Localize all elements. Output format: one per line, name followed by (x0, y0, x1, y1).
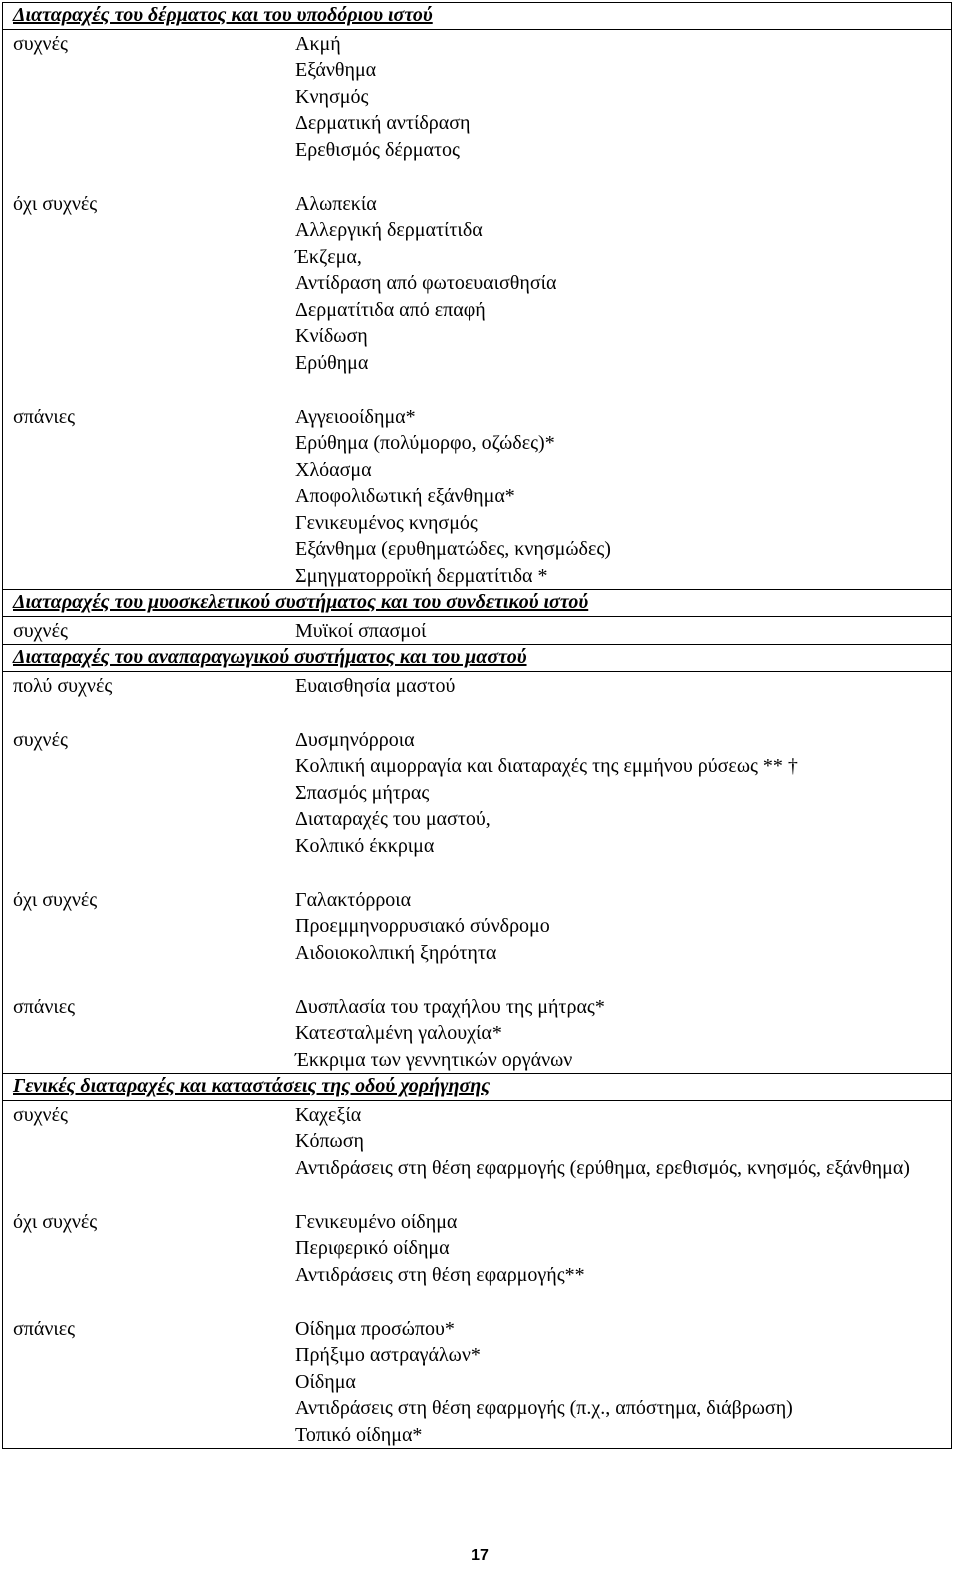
reaction-list (295, 1209, 951, 1289)
group-spacer (3, 1288, 951, 1315)
reaction-item: Αιδοιοκολπική ξηρότητα (295, 941, 497, 964)
reaction-list (295, 31, 951, 164)
reaction-item: Αλωπεκία (295, 192, 377, 215)
reaction-item: Ερύθημα (πολύμορφο, οζώδες)* (295, 432, 555, 454)
reaction-list (295, 1102, 951, 1182)
adverse-reactions-table (2, 2, 952, 1449)
frequency-group (3, 403, 951, 590)
frequency-label: όχι συχνές (13, 1210, 98, 1233)
group-spacer (3, 699, 951, 726)
section-title: Γενικές διαταραχές και καταστάσεις της οδού χορήγησης (3, 1074, 952, 1101)
reaction-list (295, 404, 951, 590)
frequency-label: συχνές (13, 619, 68, 642)
section-header-row (3, 645, 952, 672)
frequency-label: συχνές (13, 728, 68, 751)
reaction-list (295, 191, 951, 377)
section-content-row (3, 1100, 952, 1449)
reaction-item: Κνησμός (295, 85, 369, 108)
reaction-item: Κνίδωση (295, 325, 368, 347)
reaction-item: Γαλακτόρροια (295, 888, 412, 911)
reaction-item: Αγγειοοίδημα* (295, 405, 416, 428)
frequency-group (3, 993, 951, 1074)
reaction-item: Ακμή (295, 32, 341, 55)
reaction-item: Πρήξιμο αστραγάλων* (295, 1344, 481, 1366)
reaction-item: Αλλεργική δερματίτιδα (295, 219, 483, 241)
reaction-item: Αντίδραση από φωτοευαισθησία (295, 272, 557, 294)
reaction-list (295, 673, 951, 700)
reaction-item: Χλόασμα (295, 458, 372, 481)
reaction-item: Γενικευμένος κνησμός (295, 511, 478, 534)
reaction-item: Προεμμηνορρυσιακό σύνδρομο (295, 915, 550, 937)
frequency-label: σπάνιες (13, 1317, 76, 1340)
group-spacer (3, 1181, 951, 1208)
section-content-row (3, 29, 952, 590)
reaction-item: Καχεξία (295, 1103, 362, 1126)
reaction-item: Σπασμός μήτρας (295, 781, 430, 804)
section-header-row (3, 3, 952, 30)
section-header-row (3, 1074, 952, 1101)
frequency-group (3, 1101, 951, 1182)
section-content-row (3, 671, 952, 1074)
reaction-item: Αντιδράσεις στη θέση εφαρμογής (π.χ., απόστημα, διάβρωση) (295, 1397, 793, 1419)
reaction-item: Έκκριμα των γεννητικών οργάνων (295, 1048, 573, 1071)
reaction-item: Κολπικό έκκριμα (295, 834, 435, 857)
section-content (3, 29, 952, 590)
section-content-row (3, 616, 952, 645)
section-content (3, 1100, 952, 1449)
reaction-item: Τοπικό οίδημα* (295, 1423, 423, 1446)
reaction-item: Μυϊκοί σπασμοί (295, 619, 427, 642)
reaction-item: Ευαισθησία μαστού (295, 674, 456, 697)
reaction-item: Ερεθισμός δέρματος (295, 138, 460, 161)
frequency-group (3, 1208, 951, 1289)
reaction-item: Δερματική αντίδραση (295, 112, 471, 134)
group-spacer (3, 859, 951, 886)
reaction-list (295, 994, 951, 1074)
frequency-label: όχι συχνές (13, 888, 98, 911)
reaction-item: Εξάνθημα (295, 59, 377, 81)
frequency-group (3, 190, 951, 377)
reaction-item: Αποφολιδωτική εξάνθημα* (295, 485, 515, 507)
frequency-label: συχνές (13, 1103, 68, 1126)
frequency-label: όχι συχνές (13, 192, 98, 215)
section-content (3, 616, 952, 645)
group-spacer (3, 966, 951, 993)
section-title: Διαταραχές του δέρματος και του υποδόριου ιστού (3, 3, 952, 30)
reaction-item: Οίδημα προσώπου* (295, 1317, 455, 1340)
reaction-item: Κολπική αιμορραγία και διαταραχές της εμμήνου ρύσεως ** † (295, 755, 798, 777)
frequency-label: σπάνιες (13, 405, 76, 428)
reaction-item: Ερύθημα (295, 351, 369, 374)
reaction-item: Περιφερικό οίδημα (295, 1237, 450, 1259)
reaction-item: Σμηγματορροϊκή δερματίτιδα * (295, 564, 548, 587)
section-title: Διαταραχές του μυοσκελετικού συστήματος και του συνδετικού ιστού (3, 590, 952, 617)
reaction-item: Γενικευμένο οίδημα (295, 1210, 458, 1233)
frequency-group (3, 1315, 951, 1449)
reaction-item: Δυσμηνόρροια (295, 728, 415, 751)
reaction-list (295, 618, 951, 645)
reaction-item: Κόπωση (295, 1130, 364, 1152)
frequency-label: συχνές (13, 32, 68, 55)
reaction-item: Δυσπλασία του τραχήλου της μήτρας* (295, 995, 605, 1018)
group-spacer (3, 163, 951, 190)
page-number: 17 (471, 1547, 489, 1564)
reaction-item: Οίδημα (295, 1370, 356, 1393)
reaction-list (295, 1316, 951, 1449)
frequency-group (3, 617, 951, 645)
frequency-label: σπάνιες (13, 995, 76, 1018)
reaction-item: Κατεσταλμένη γαλουχία* (295, 1022, 502, 1044)
section-title: Διαταραχές του αναπαραγωγικού συστήματος και του μαστού (3, 645, 952, 672)
section-header-row (3, 590, 952, 617)
frequency-group (3, 886, 951, 967)
section-content (3, 671, 952, 1074)
reaction-item: Αντιδράσεις στη θέση εφαρμογής** (295, 1263, 585, 1286)
reaction-item: Δερματίτιδα από επαφή (295, 298, 486, 321)
frequency-group (3, 30, 951, 164)
reaction-item: Εξάνθημα (ερυθηματώδες, κνησμώδες) (295, 538, 611, 560)
reaction-list (295, 727, 951, 860)
reaction-item: Διαταραχές του μαστού, (295, 808, 491, 830)
reaction-item: Έκζεμα, (295, 245, 362, 268)
group-spacer (3, 376, 951, 403)
frequency-group (3, 726, 951, 860)
reaction-list (295, 887, 951, 967)
frequency-label: πολύ συχνές (13, 674, 113, 697)
frequency-group (3, 672, 951, 700)
reaction-item: Αντιδράσεις στη θέση εφαρμογής (ερύθημα, ερεθισμός, κνησμός, εξάνθημα) (295, 1156, 910, 1179)
